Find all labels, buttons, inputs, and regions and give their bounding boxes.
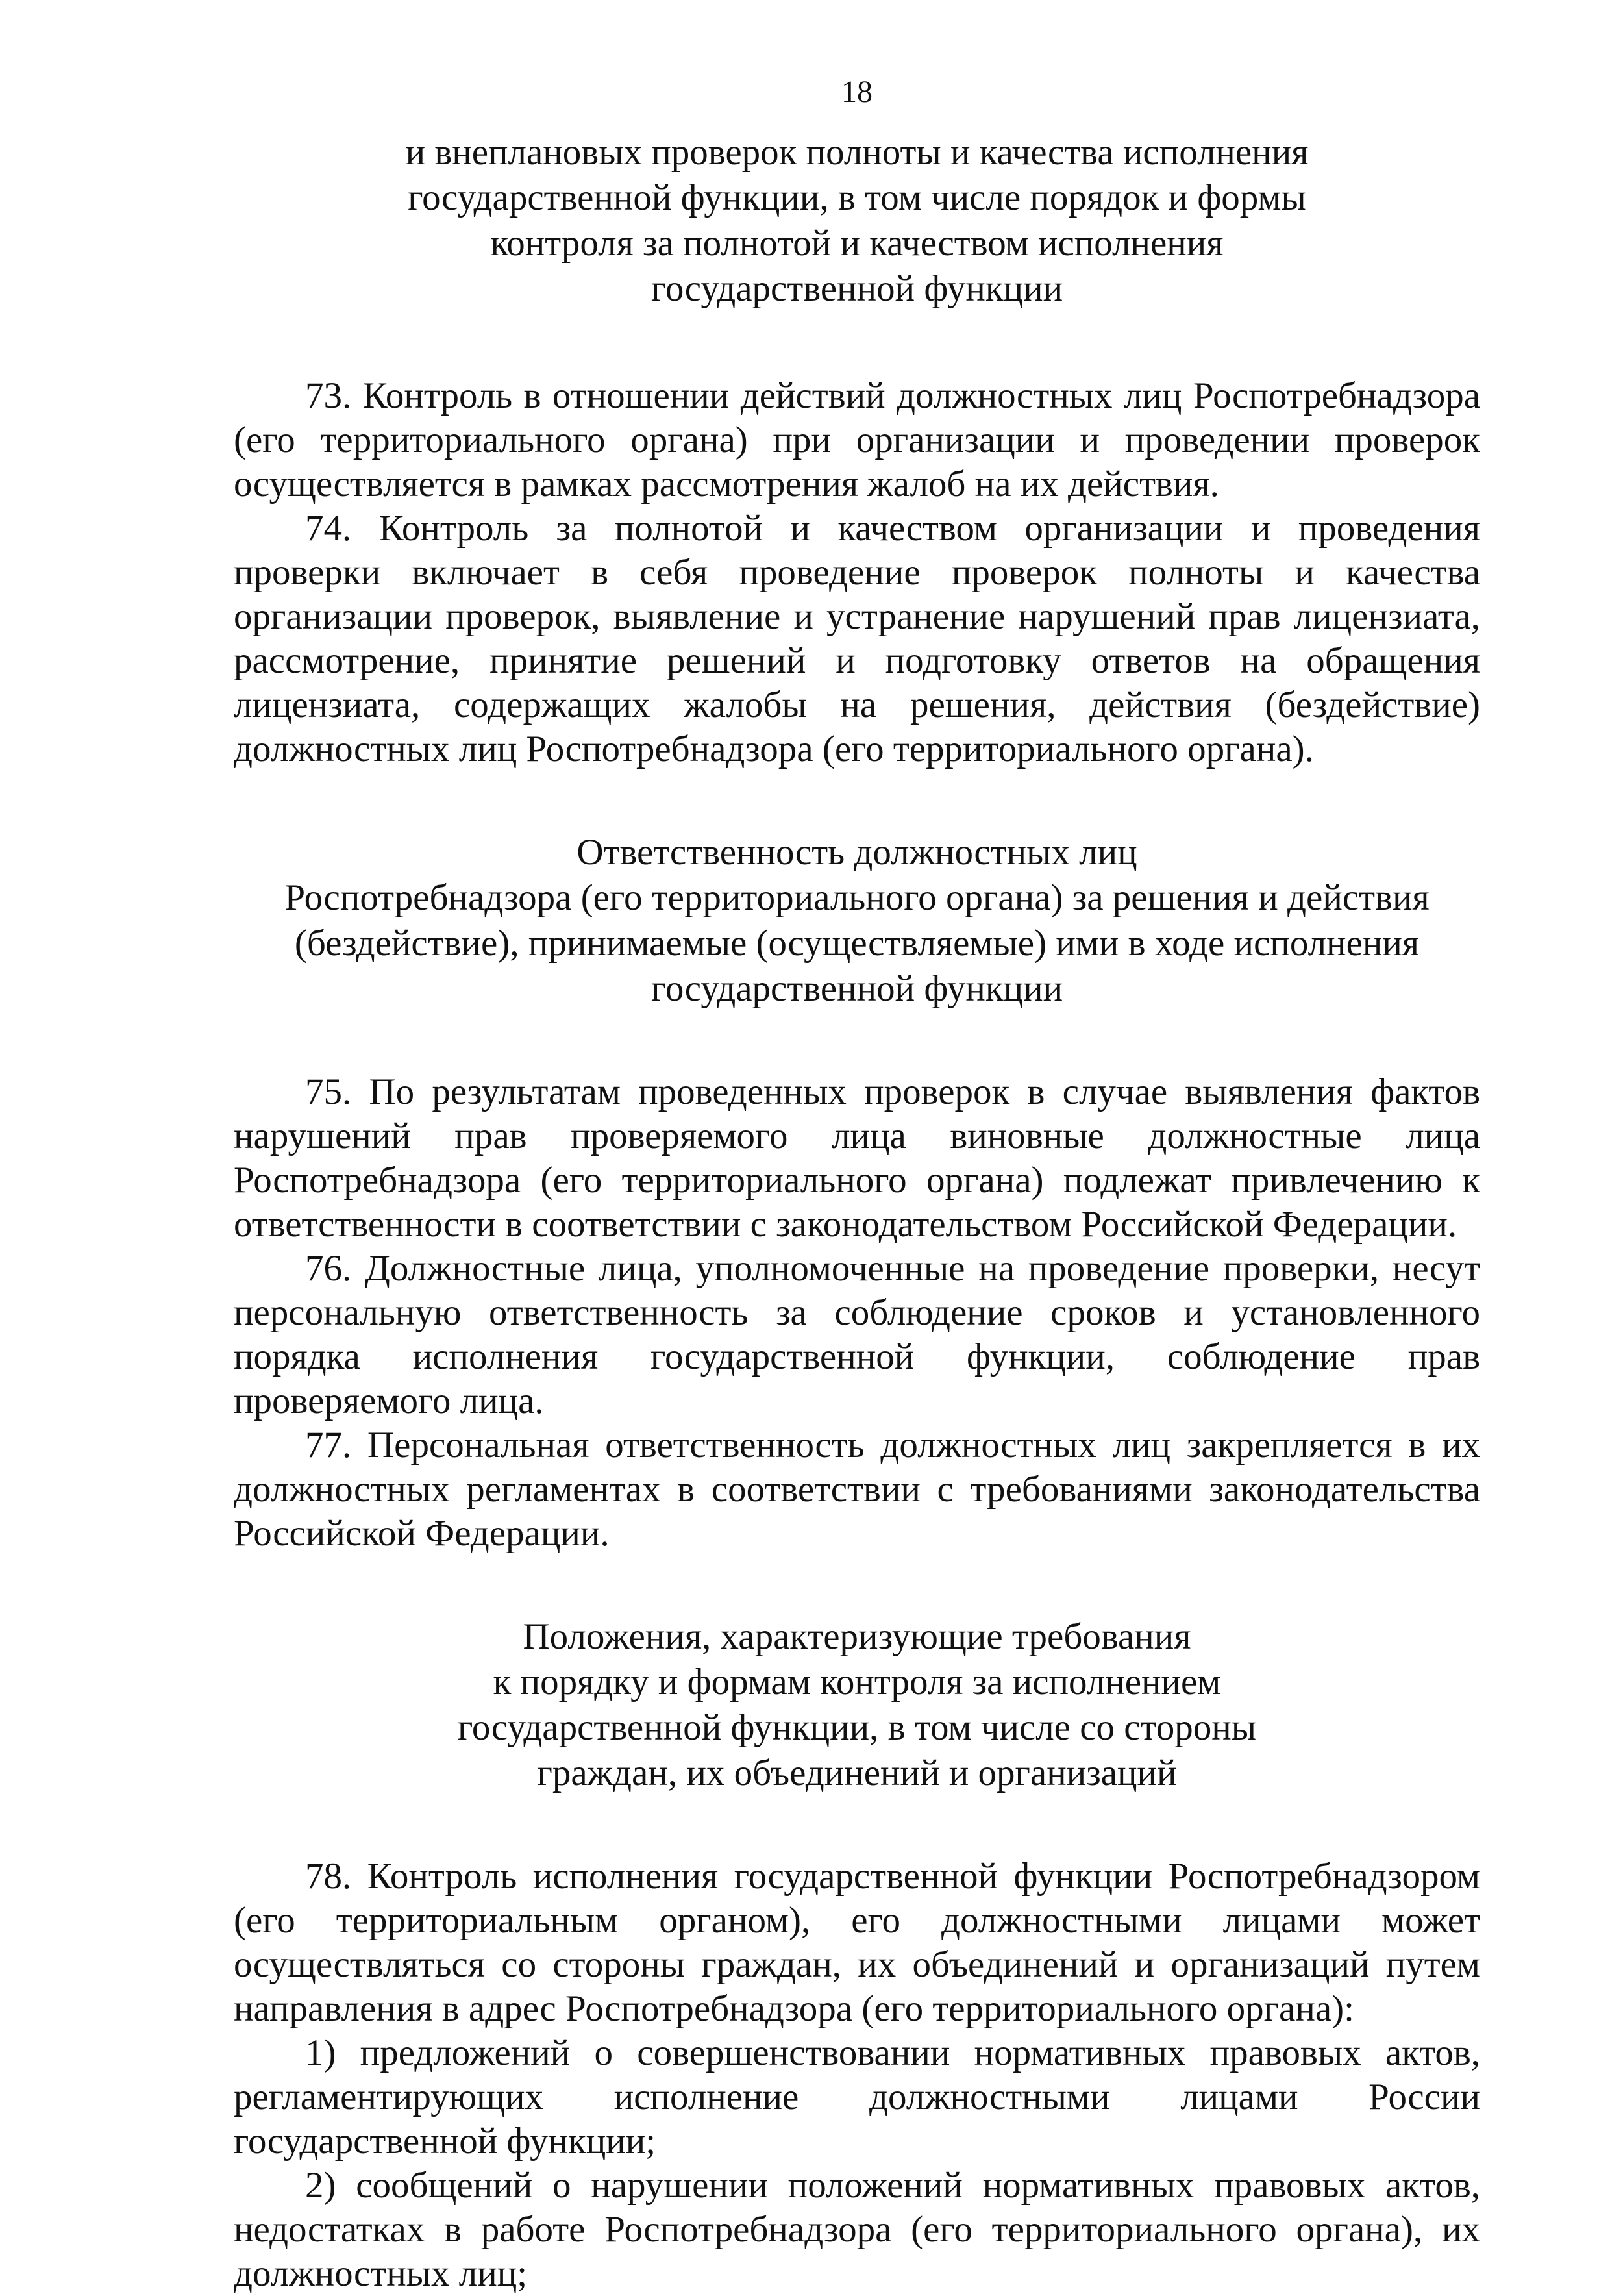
heading-line: граждан, их объединений и организаций	[537, 1753, 1177, 1793]
paragraph-77: 77. Персональная ответственность должностных лиц закрепляется в их должностных регламентах в соответствии с требованиями законодательства Российской Федерации.	[234, 1425, 1480, 1554]
heading-line: государственной функции, в том числе со стороны	[457, 1707, 1257, 1748]
spacer	[234, 1796, 1480, 1854]
page-number: 18	[841, 75, 873, 109]
section-heading-control-forms	[234, 130, 1480, 312]
spacer	[234, 1556, 1480, 1614]
spacer	[234, 771, 1480, 830]
section-heading-responsibility	[234, 830, 1480, 1012]
heading-line: (бездействие), принимаемые (осуществляемые) ими в ходе исполнения	[294, 923, 1420, 964]
heading-line: и внеплановых проверок полноты и качества исполнения	[405, 132, 1309, 173]
paragraph-75: 75. По результатам проведенных проверок в случае выявления фактов нарушений прав проверяемого лица виновные должностные лица Роспотребнадзора (его территориального органа) подлежат привлечению к ответственности в соответствии с законодательством Российской Федерации.	[234, 1071, 1480, 1245]
heading-line: к порядку и формам контроля за исполнением	[493, 1662, 1221, 1703]
paragraph-78: 78. Контроль исполнения государственной функции Роспотребнадзором (его территориальным органом), его должностными лицами может осуществляться со стороны граждан, их объединений и организаций путем направления в адрес Роспотребнадзора (его территориального органа):	[234, 1856, 1480, 2029]
heading-line: контроля за полнотой и качеством исполнения	[490, 223, 1224, 264]
spacer	[234, 312, 1480, 374]
paragraph-74: 74. Контроль за полнотой и качеством организации и проведения проверки включает в себя проведение проверок полноты и качества организации проверок, выявление и устранение нарушений прав лицензиата, рассмотрение, принятие решений и подготовку ответов на обращения лицензиата, содержащих жалобы на решения, действия (бездействие) должностных лиц Роспотребнадзора (его территориального органа).	[234, 508, 1480, 769]
spacer	[234, 1012, 1480, 1070]
heading-line: государственной функции	[650, 968, 1063, 1009]
list-item-2: 2) сообщений о нарушении положений нормативных правовых актов, недостатках в работе Роспотребнадзора (его территориального органа), их должностных лиц;	[234, 2165, 1480, 2294]
heading-line: Положения, характеризующие требования	[523, 1616, 1191, 1657]
paragraph-76: 76. Должностные лица, уполномоченные на проведение проверки, несут персональную ответственность за соблюдение сроков и установленного порядка исполнения государственной функции, соблюдение прав проверяемого лица.	[234, 1248, 1480, 1421]
list-item-1: 1) предложений о совершенствовании нормативных правовых актов, регламентирующих исполнение должностными лицами России государственной функции;	[234, 2032, 1480, 2162]
section-heading-citizen-control	[234, 1614, 1480, 1796]
heading-line: государственной функции, в том числе порядок и формы	[408, 177, 1306, 218]
heading-line: Роспотребнадзора (его территориального органа) за решения и действия	[284, 877, 1430, 918]
heading-line: Ответственность должностных лиц	[576, 832, 1137, 873]
heading-line: государственной функции	[650, 268, 1063, 309]
page-content	[234, 130, 1480, 2296]
paragraph-73: 73. Контроль в отношении действий должностных лиц Роспотребнадзора (его территориального органа) при организации и проведении проверок осуществляется в рамках рассмотрения жалоб на их действия.	[234, 375, 1480, 505]
